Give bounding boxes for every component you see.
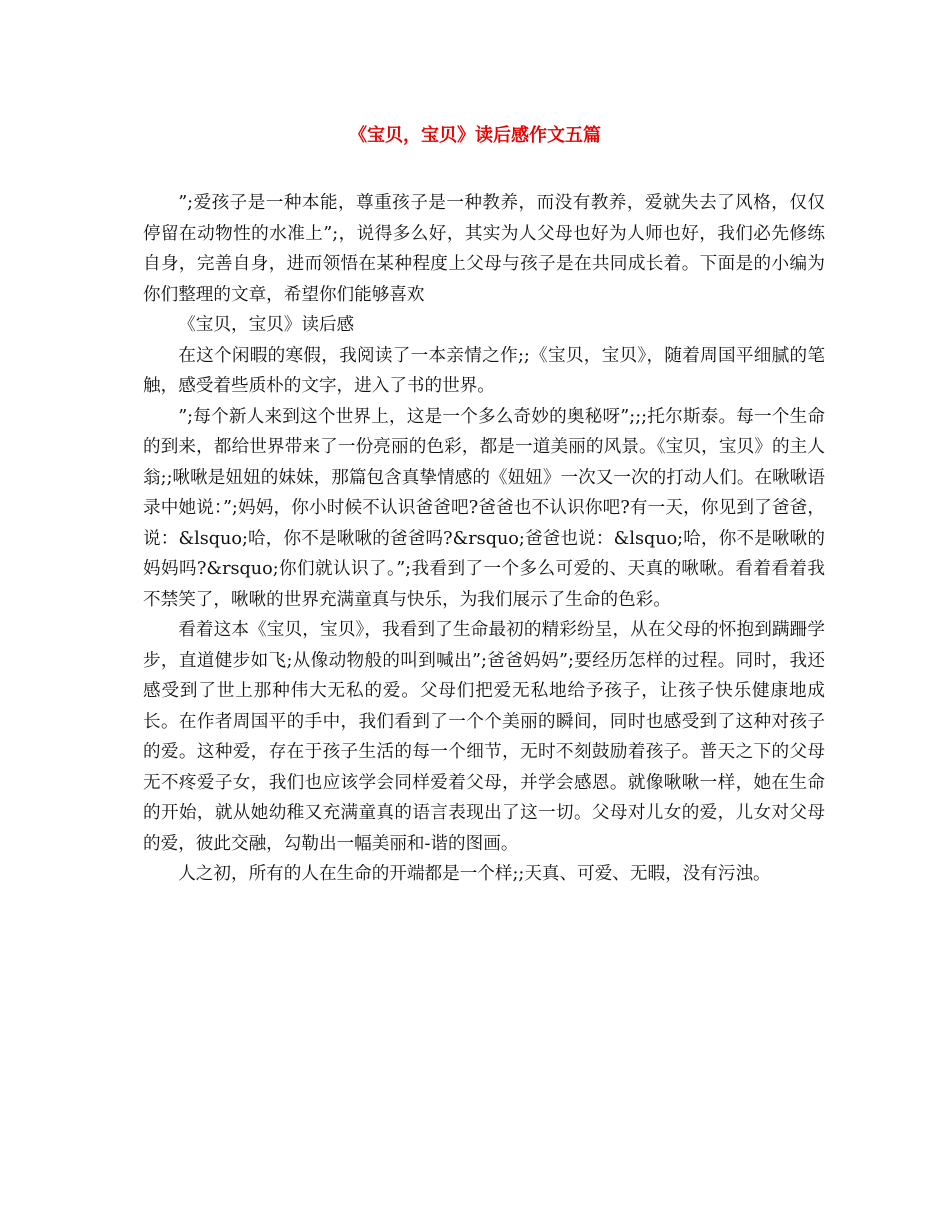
intro-paragraph: ”;爱孩子是一种本能，尊重孩子是一种教养，而没有教养，爱就失去了风格，仅仅停留在动物性的水准上”;，说得多么好，其实为人父母也好为人师也好，我们必先修练自身，完善自身，进而领悟在某种程度上父母与孩子是在共同成长着。下面是的小编为你们整理的文章，希望你们能够喜欢 — [143, 193, 825, 305]
body-paragraph: 看着这本《宝贝，宝贝》，我看到了生命最初的精彩纷呈，从在父母的怀抱到蹒跚学步，直道健步如飞;从像动物般的叫到喊出”;爸爸妈妈”;要经历怎样的过程。同时，我还感受到了世上那种伟大无私的爱。父母们把爱无私地给予孩子，让孩子快乐健康地成长。在作者周国平的手中，我们看到了一个个美丽的瞬间，同时也感受到了这种对孩子的爱。这种爱，存在于孩子生活的每一个细节，无时不刻鼓励着孩子。普天之下的父母无不疼爱子女，我们也应该学会同样爱着父母，并学会感恩。就像啾啾一样，她在生命的开始，就从她幼稚又充满童真的语言表现出了这一切。父母对儿女的爱，儿女对父母的爱，彼此交融，勾勒出一幅美丽和-谐的图画。 — [143, 620, 825, 854]
section-heading: 《宝贝，宝贝》读后感 — [178, 315, 355, 335]
body-paragraph: 人之初，所有的人在生命的开端都是一个样;;天真、可爱、无暇，没有污浊。 — [178, 864, 771, 884]
body-paragraph: ”;每个新人来到这个世界上，这是一个多么奇妙的奥秘呀”;;;托尔斯泰。每一个生命的到来，都给世界带来了一份亮丽的色彩，都是一道美丽的风景。《宝贝，宝贝》的主人翁;;啾啾是妞妞的妹妹，那篇包含真挚情感的《妞妞》一次又一次的打动人们。在啾啾语录中她说：”;妈妈，你小时候不认识爸爸吧?爸爸也不认识你吧?有一天，你见到了爸爸，说：&lsquo;哈，你不是啾啾的爸爸吗?&rsquo;爸爸也说：&lsquo;哈，你不是啾啾的妈妈吗?&rsquo;你们就认识了。”;我看到了一个多么可爱的、天真的啾啾。看着看着我不禁笑了，啾啾的世界充满童真与快乐，为我们展示了生命的色彩。 — [143, 406, 825, 610]
document-title: 《宝贝，宝贝》读后感作文五篇 — [349, 125, 601, 146]
document-body — [143, 188, 825, 890]
body-paragraph: 在这个闲暇的寒假，我阅读了一本亲情之作;;《宝贝，宝贝》，随着周国平细腻的笔触，感受着些质朴的文字，进入了书的世界。 — [143, 345, 825, 396]
